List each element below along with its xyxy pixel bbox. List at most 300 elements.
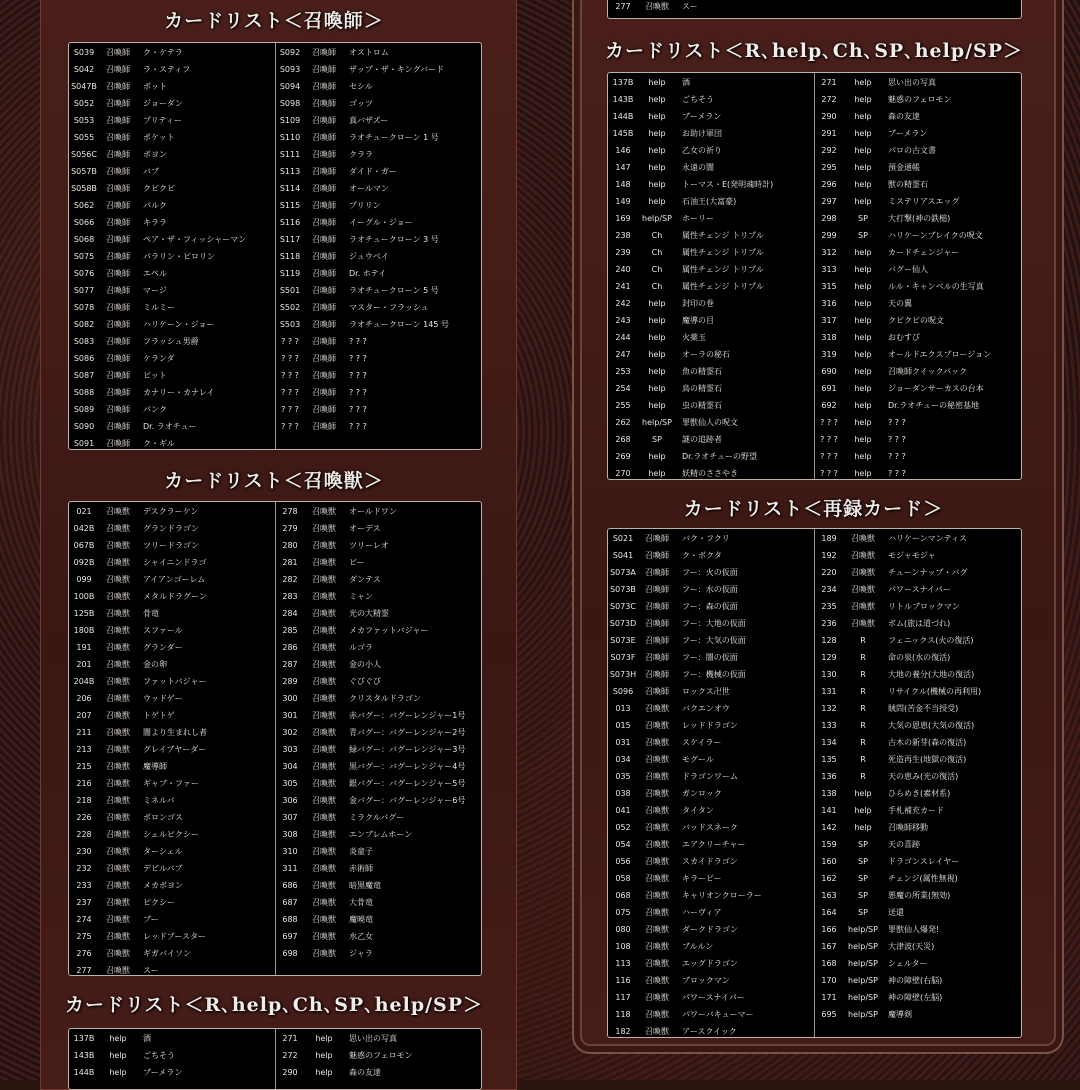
card-type: 召喚獣 — [851, 619, 875, 628]
card-name: 真バザズー — [349, 116, 389, 125]
card-type: 召喚獣 — [851, 585, 875, 594]
card-type: 召喚獣 — [645, 976, 669, 985]
card-name: オールドワン — [349, 507, 397, 516]
card-number: 189 — [821, 534, 837, 543]
card-name: ク・ギル — [143, 439, 175, 448]
table-row — [814, 329, 1021, 346]
card-type: 召喚獣 — [106, 745, 130, 754]
card-type: 召喚獣 — [106, 864, 130, 873]
card-number: S115 — [279, 201, 301, 210]
card-name: ハーヴィア — [682, 908, 722, 917]
table-row — [814, 989, 1021, 1006]
card-number: 080 — [615, 925, 631, 934]
card-type: 召喚獣 — [106, 677, 130, 686]
card-name: ダイド・ガー — [349, 167, 397, 176]
table-row — [608, 414, 814, 431]
card-type: 召喚獣 — [106, 779, 130, 788]
table-row — [275, 690, 481, 707]
card-number: 068 — [615, 891, 631, 900]
table-row — [814, 125, 1021, 142]
card-name: シェルター — [888, 959, 928, 968]
card-name: フー：大気の仮面 — [682, 636, 746, 645]
card-name: ダークドラゴン — [682, 925, 738, 934]
card-type: 召喚師 — [312, 269, 336, 278]
card-type: help — [315, 1034, 333, 1043]
card-name: フェニックス(火の復活) — [888, 636, 974, 645]
card-type: help — [854, 384, 872, 393]
card-type: 召喚師 — [312, 150, 336, 159]
table-row — [69, 809, 275, 826]
card-number: 287 — [282, 660, 298, 669]
card-name: ボロンゴス — [143, 813, 183, 822]
card-name: グレイブヤーダー — [143, 745, 207, 754]
card-type: 召喚師 — [645, 653, 669, 662]
card-type: 召喚師 — [106, 218, 130, 227]
card-name: 神の障壁(右脳) — [888, 976, 943, 985]
card-number: 218 — [76, 796, 92, 805]
card-number: 315 — [821, 282, 837, 291]
card-name: ダンテス — [349, 575, 381, 584]
table-row — [275, 231, 481, 248]
table-row — [814, 836, 1021, 853]
card-name: トゲトゲ — [143, 711, 175, 720]
title-reprint: カードリスト＜再録カード＞ — [683, 498, 944, 520]
table-row — [69, 112, 275, 129]
card-type: 召喚獣 — [312, 796, 336, 805]
card-type: 召喚師 — [106, 235, 130, 244]
table-row — [69, 911, 275, 928]
card-name: 天の喜跡 — [888, 840, 920, 849]
card-number: 167 — [821, 942, 837, 951]
card-name: 賊問(苦金不当授受) — [888, 704, 959, 713]
table-row — [814, 819, 1021, 836]
card-number: 301 — [282, 711, 298, 720]
table-row — [275, 299, 481, 316]
table-row — [69, 418, 275, 435]
card-name: 封印の巻 — [682, 299, 714, 308]
card-type: 召喚師 — [312, 354, 336, 363]
card-type: SP — [858, 214, 868, 223]
table-row — [814, 802, 1021, 819]
card-name: 赤術師 — [349, 864, 373, 873]
card-name: ビー — [349, 558, 365, 567]
card-type: help — [854, 333, 872, 342]
table-row — [275, 44, 481, 61]
card-number: 192 — [821, 551, 837, 560]
table-row — [608, 581, 814, 598]
card-type: help — [854, 350, 872, 359]
card-number: 232 — [76, 864, 92, 873]
card-name: アースクイック — [682, 1027, 737, 1036]
table-row — [814, 193, 1021, 210]
card-number: S116 — [279, 218, 301, 227]
card-number: S501 — [279, 286, 301, 295]
card-name: カナリー・カナレイ — [143, 388, 215, 397]
card-name: 森の友達 — [349, 1068, 381, 1077]
card-type: help — [109, 1051, 127, 1060]
card-number: S117 — [279, 235, 301, 244]
card-type: help — [648, 401, 666, 410]
card-type: 召喚獣 — [312, 694, 336, 703]
card-name: フー：闇の仮面 — [682, 653, 738, 662]
card-type: 召喚獣 — [312, 745, 336, 754]
table-row — [608, 125, 814, 142]
card-name: 手札補充カード — [888, 806, 944, 815]
table-row — [814, 734, 1021, 751]
card-name: ? ? ? — [349, 388, 367, 397]
card-number: 143B — [612, 95, 634, 104]
card-type: 召喚獣 — [106, 660, 130, 669]
card-type: help — [854, 180, 872, 189]
card-number: 316 — [821, 299, 837, 308]
table-row — [608, 836, 814, 853]
card-type: help — [854, 806, 872, 815]
table-misc-partial — [68, 1028, 482, 1090]
card-number: 237 — [76, 898, 92, 907]
table-row — [275, 95, 481, 112]
table-row — [69, 945, 275, 962]
card-name: 罪獣仙人爆発! — [888, 925, 940, 934]
card-number: 271 — [282, 1034, 298, 1043]
table-row — [814, 768, 1021, 785]
table-row — [275, 520, 481, 537]
card-number: 278 — [282, 507, 298, 516]
card-type: 召喚獣 — [312, 626, 336, 635]
card-name: スカイドラゴン — [682, 857, 738, 866]
table-row — [69, 860, 275, 877]
card-name: ? ? ? — [349, 354, 367, 363]
card-name: 酒 — [682, 78, 690, 87]
table-row — [275, 588, 481, 605]
table-row — [608, 74, 814, 91]
card-name: 魔導剣 — [888, 1010, 912, 1019]
table-row — [608, 564, 814, 581]
card-name: モジャモジャ — [888, 551, 936, 560]
card-number: S077 — [73, 286, 95, 295]
card-type: 召喚師 — [106, 184, 130, 193]
card-number: 239 — [615, 248, 631, 257]
table-row — [608, 448, 814, 465]
card-name: ぐびぐび — [349, 677, 381, 686]
card-type: 召喚師 — [106, 150, 130, 159]
table-row — [608, 921, 814, 938]
card-type: 召喚師 — [106, 422, 130, 431]
card-type: 召喚獣 — [312, 864, 336, 873]
card-type: help — [854, 129, 872, 138]
card-name: リサイクル(機械の再利用) — [888, 687, 982, 696]
card-name: ブーメラン — [143, 1068, 183, 1077]
card-name: スファール — [143, 626, 183, 635]
card-type: 召喚獣 — [106, 728, 130, 737]
card-name: 青バグー：バグーレンジャー2号 — [349, 728, 466, 737]
table-row — [69, 282, 275, 299]
card-name: エンブレムホーン — [349, 830, 413, 839]
table-row — [814, 227, 1021, 244]
card-name: ブーメラン — [682, 112, 722, 121]
card-number: S073E — [610, 636, 636, 645]
card-name: オーラの秘石 — [682, 350, 730, 359]
card-type: R — [860, 704, 866, 713]
card-number: ? ? ? — [281, 405, 299, 414]
table-row — [275, 571, 481, 588]
table-column — [69, 43, 275, 449]
card-type: 召喚獣 — [106, 609, 130, 618]
card-name: ボット — [143, 82, 167, 91]
card-number: 108 — [615, 942, 631, 951]
card-name: 獣の精霊石 — [888, 180, 928, 189]
card-type: 召喚師 — [106, 201, 130, 210]
card-name: キラービー — [682, 874, 722, 883]
card-name: ドラゴンスレイヤー — [888, 857, 960, 866]
card-name: バグー仙人 — [888, 265, 928, 274]
card-name: ガンロック — [682, 789, 722, 798]
card-name: ? ? ? — [888, 452, 906, 461]
card-number: S091 — [73, 439, 95, 448]
table-row — [608, 547, 814, 564]
card-number: 162 — [821, 874, 837, 883]
table-row — [814, 295, 1021, 312]
card-name: ク・ボクタ — [682, 551, 722, 560]
table-row — [275, 894, 481, 911]
table-row — [69, 758, 275, 775]
card-number: 290 — [821, 112, 837, 121]
card-number: 230 — [76, 847, 92, 856]
card-type: help — [854, 197, 872, 206]
card-number: 291 — [821, 129, 837, 138]
card-name: 妖精のささやき — [682, 469, 738, 478]
card-name: ブロックマン — [682, 976, 730, 985]
card-type: 召喚師 — [312, 320, 336, 329]
card-type: help — [648, 333, 666, 342]
table-row — [608, 768, 814, 785]
table-row — [608, 312, 814, 329]
card-number: 244 — [615, 333, 631, 342]
card-number: 058 — [615, 874, 631, 883]
card-number: S055 — [73, 133, 95, 142]
card-name: ハリケーン・ジョー — [143, 320, 215, 329]
card-number: 163 — [821, 891, 837, 900]
card-name: 森の友達 — [888, 112, 920, 121]
table-row — [69, 401, 275, 418]
table-monster — [68, 501, 482, 976]
table-row — [275, 367, 481, 384]
table-column — [69, 1029, 275, 1089]
card-type: 召喚獣 — [851, 551, 875, 560]
card-number: S075 — [73, 252, 95, 261]
card-name: 思い出の写真 — [349, 1034, 397, 1043]
card-number: 242 — [615, 299, 631, 308]
card-name: ターシェル — [143, 847, 183, 856]
table-row — [275, 860, 481, 877]
card-number: 292 — [821, 146, 837, 155]
card-type: help — [854, 248, 872, 257]
card-name: モグール — [682, 755, 714, 764]
card-name: 大骨竜 — [349, 898, 373, 907]
card-type: 召喚師 — [106, 405, 130, 414]
title-summoner: カードリスト＜召喚師＞ — [164, 10, 384, 32]
card-number: 146 — [615, 146, 631, 155]
card-number: 285 — [282, 626, 298, 635]
card-number: 691 — [821, 384, 837, 393]
card-number: 319 — [821, 350, 837, 359]
card-number: ? ? ? — [281, 388, 299, 397]
card-type: 召喚獣 — [106, 949, 130, 958]
card-name: ? ? ? — [349, 371, 367, 380]
table-row — [814, 91, 1021, 108]
table-row — [69, 622, 275, 639]
card-type: 召喚師 — [106, 371, 130, 380]
card-type: 召喚師 — [106, 320, 130, 329]
card-number: ? ? ? — [820, 469, 838, 478]
card-type: 召喚獣 — [645, 806, 669, 815]
card-type: 召喚獣 — [645, 959, 669, 968]
card-number: 255 — [615, 401, 631, 410]
table-row — [814, 955, 1021, 972]
table-row — [814, 785, 1021, 802]
card-name: バク・フクリ — [682, 534, 730, 543]
card-type: R — [860, 755, 866, 764]
card-number: 243 — [615, 316, 631, 325]
table-row — [814, 581, 1021, 598]
card-type: 召喚獣 — [645, 942, 669, 951]
card-number: 234 — [821, 585, 837, 594]
card-name: ? ? ? — [349, 405, 367, 414]
card-number: 169 — [615, 214, 631, 223]
card-number: 113 — [615, 959, 631, 968]
table-row — [608, 870, 814, 887]
table-row — [275, 316, 481, 333]
card-name: 虫の精霊石 — [682, 401, 722, 410]
table-row — [69, 571, 275, 588]
card-name: ラ・スティフ — [143, 65, 191, 74]
table-row — [608, 363, 814, 380]
card-type: 召喚獣 — [106, 711, 130, 720]
card-name: メカファットバジャー — [349, 626, 429, 635]
card-type: 召喚獣 — [645, 993, 669, 1002]
card-type: 召喚師 — [312, 337, 336, 346]
card-number: 240 — [615, 265, 631, 274]
card-type: 召喚獣 — [312, 762, 336, 771]
card-number: 056 — [615, 857, 631, 866]
card-name: Dr.ラオチューの秘密基地 — [888, 401, 980, 410]
table-row — [275, 554, 481, 571]
card-name: ? ? ? — [888, 469, 906, 478]
table-row — [608, 649, 814, 666]
card-type: 召喚獣 — [645, 891, 669, 900]
card-name: スー — [682, 2, 698, 11]
table-row — [814, 632, 1021, 649]
card-type: 召喚師 — [106, 303, 130, 312]
card-type: 召喚師 — [645, 636, 669, 645]
card-name: ミルミー — [143, 303, 175, 312]
card-name: フラッシュ男爵 — [143, 337, 199, 346]
card-name: 謎の追跡者 — [682, 435, 722, 444]
card-name: 銀バグー：バグーレンジャー5号 — [349, 779, 466, 788]
card-number: 131 — [821, 687, 837, 696]
card-number: S041 — [612, 551, 634, 560]
table-row — [275, 775, 481, 792]
table-row — [69, 367, 275, 384]
card-type: help — [854, 789, 872, 798]
card-type: 召喚師 — [312, 184, 336, 193]
card-number: S073F — [610, 653, 636, 662]
card-number: 697 — [282, 932, 298, 941]
card-type: 召喚獣 — [106, 847, 130, 856]
card-name: シェルピクシー — [143, 830, 199, 839]
card-name: ボム(旅は道づれ) — [888, 619, 951, 628]
table-row — [814, 431, 1021, 448]
card-name: リトルブロックマン — [888, 602, 960, 611]
table-column — [608, 0, 814, 18]
card-type: 召喚獣 — [106, 813, 130, 822]
card-number: S096 — [612, 687, 634, 696]
card-type: 召喚獣 — [106, 898, 130, 907]
title-monster: カードリスト＜召喚獣＞ — [164, 470, 384, 492]
card-number: ? ? ? — [281, 337, 299, 346]
card-number: 305 — [282, 779, 298, 788]
card-type: 召喚獣 — [312, 728, 336, 737]
table-column — [275, 1029, 481, 1089]
title-misc: カードリスト＜R､help､Ch､SP､help/SP＞ — [604, 40, 1024, 62]
table-row — [608, 972, 814, 989]
table-row — [69, 1064, 275, 1081]
card-type: R — [860, 670, 866, 679]
table-row — [69, 44, 275, 61]
card-number: 204B — [73, 677, 95, 686]
card-number: 233 — [76, 881, 92, 890]
table-row — [814, 176, 1021, 193]
card-name: ミステリアスエッグ — [888, 197, 960, 206]
card-type: help/SP — [848, 942, 878, 951]
card-name: ごちそう — [143, 1051, 175, 1060]
card-type: help — [648, 299, 666, 308]
card-name: スー — [143, 966, 159, 975]
table-row — [275, 503, 481, 520]
card-type: help — [648, 180, 666, 189]
table-row — [69, 792, 275, 809]
card-name: エペル — [143, 269, 167, 278]
table-row — [275, 877, 481, 894]
table-row — [275, 707, 481, 724]
card-name: ギガバイソン — [143, 949, 191, 958]
card-type: 召喚師 — [106, 439, 130, 448]
card-type: help/SP — [642, 214, 672, 223]
card-number: 298 — [821, 214, 837, 223]
card-type: help — [648, 367, 666, 376]
table-row — [275, 1047, 481, 1064]
card-type: help — [648, 452, 666, 461]
table-row — [608, 989, 814, 1006]
table-row — [69, 639, 275, 656]
table-row — [275, 418, 481, 435]
card-type: help — [854, 112, 872, 121]
table-row — [814, 666, 1021, 683]
card-type: 召喚師 — [645, 602, 669, 611]
card-name: 炎童子 — [349, 847, 373, 856]
card-type: 召喚師 — [312, 422, 336, 431]
card-name: 大津波(天災) — [888, 942, 935, 951]
table-row — [275, 265, 481, 282]
card-name: 大地の養分(大地の復活) — [888, 670, 975, 679]
card-name: 罪獣仙人の呪文 — [682, 418, 738, 427]
card-name: アイアンゴーレム — [143, 575, 206, 584]
card-type: 召喚獣 — [106, 915, 130, 924]
card-name: シャイニンドラゴ — [143, 558, 207, 567]
table-row — [275, 911, 481, 928]
table-row — [275, 792, 481, 809]
card-type: 召喚獣 — [645, 908, 669, 917]
card-number: 290 — [282, 1068, 298, 1077]
